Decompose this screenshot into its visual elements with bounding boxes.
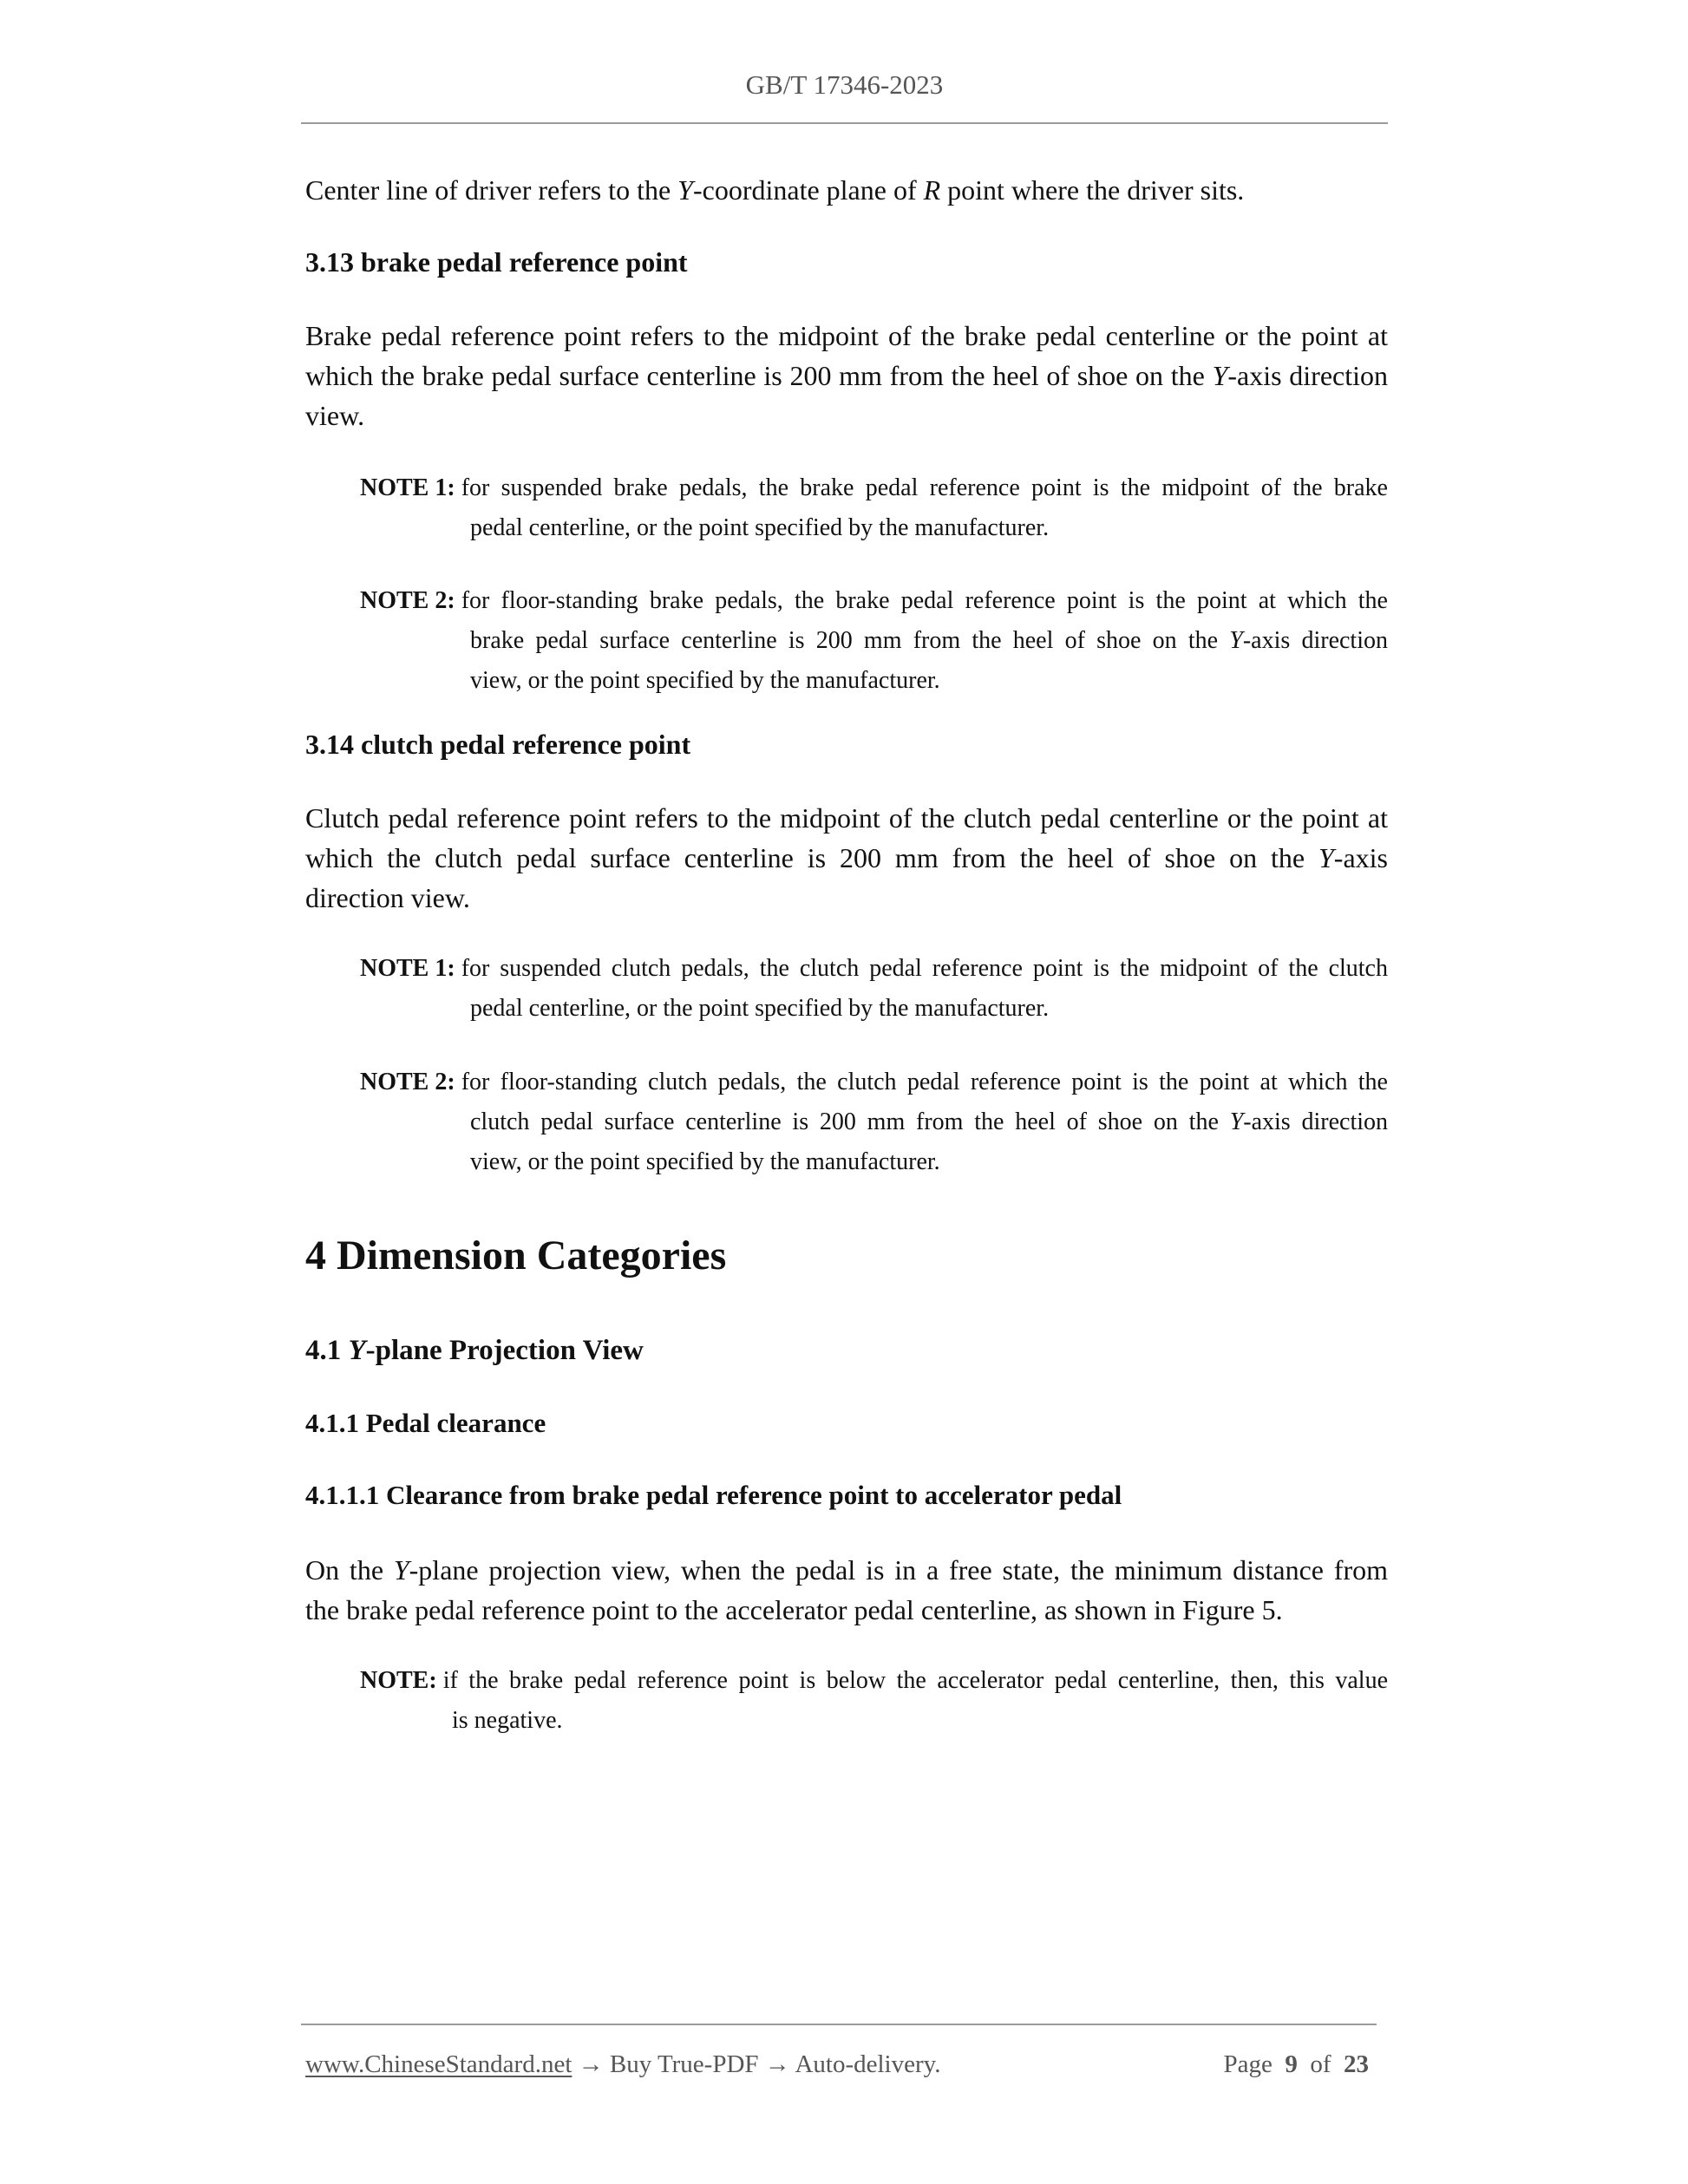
heading-3-13: 3.13 brake pedal reference point	[305, 246, 688, 278]
heading-3-14: 3.14 clutch pedal reference point	[305, 729, 691, 760]
intro-text-3: point where the driver sits.	[940, 174, 1245, 206]
intro-paragraph	[305, 170, 1388, 210]
note-label: NOTE 2:	[360, 587, 455, 614]
paragraph-line: Brake pedal reference point refers to the midpoint of the brake pedal centerline or the point at	[305, 320, 1388, 351]
website-link[interactable]: www.ChineseStandard.net	[305, 2050, 572, 2078]
note-1-brake: NOTE 1: for suspended brake pedals, the brake pedal reference point is the midpoint of the brake pedal centerline, or the point specified by the manufacturer.	[360, 468, 1388, 548]
note-label: NOTE 1:	[360, 955, 455, 982]
note-2-brake: NOTE 2: for floor-standing brake pedals, the brake pedal reference point is the point at which the brake pedal surface centerline is 200 mm from the heel of shoe on the Y-axis direction view, or the point specified by the manufacturer.	[360, 581, 1388, 701]
note-2-clutch: NOTE 2: for floor-standing clutch pedals, the clutch pedal reference point is the point at which the clutch pedal surface centerline is 200 mm from the heel of shoe on the Y-axis direction view, or the point specified by the manufacturer.	[360, 1063, 1388, 1182]
note-label: NOTE:	[360, 1667, 437, 1694]
auto-delivery-text: Auto-delivery.	[795, 2050, 941, 2078]
heading-4-1: 4.1 Y-plane Projection View	[305, 1335, 644, 1366]
page-indicator: Page 9 of 23	[1223, 2050, 1369, 2078]
heading-4-1-1-1: 4.1.1.1 Clearance from brake pedal reference point to accelerator pedal	[305, 1480, 1122, 1510]
note-1-clutch: NOTE 1: for suspended clutch pedals, the clutch pedal reference point is the midpoint of the clutch pedal centerline, or the point specified by the manufacturer.	[360, 949, 1388, 1029]
arrow-right-icon: →	[764, 2050, 790, 2078]
heading-4: 4 Dimension Categories	[305, 1233, 727, 1278]
note-label: NOTE 2:	[360, 1069, 455, 1095]
header-divider	[301, 122, 1388, 124]
intro-r-italic: R	[923, 174, 941, 206]
document-code-header: GB/T 17346-2023	[745, 69, 944, 100]
arrow-right-icon: →	[578, 2050, 604, 2078]
paragraph-3-14: Clutch pedal reference point refers to the midpoint of the clutch pedal centerline or the point at which the clutch pedal surface centerline is 200 mm from the heel of shoe on the Y-axis direction view.	[305, 802, 1388, 913]
paragraph-line: which the brake pedal surface centerline is 200 mm from the heel of shoe on the Y-axis direction	[305, 360, 1389, 391]
paragraph-3-13	[305, 316, 1388, 435]
note-4-1-1-1: NOTE: if the brake pedal reference point is below the accelerator pedal centerline, then, this value is negative.	[360, 1661, 1388, 1741]
paragraph-line: view.	[305, 400, 365, 431]
buy-pdf-text: Buy True-PDF	[609, 2050, 759, 2078]
intro-y-italic: Y	[677, 174, 693, 206]
heading-4-1-1: 4.1.1 Pedal clearance	[305, 1408, 546, 1438]
footer-promo	[305, 2047, 941, 2082]
footer-divider	[301, 2024, 1377, 2025]
current-page: 9	[1285, 2050, 1298, 2078]
note-label: NOTE 1:	[360, 474, 455, 501]
total-pages: 23	[1344, 2050, 1369, 2078]
intro-text-2: -coordinate plane of	[692, 174, 924, 206]
intro-text-1: Center line of driver refers to the	[305, 174, 678, 206]
paragraph-4-1-1-1: On the Y-plane projection view, when the pedal is in a free state, the minimum distance from the brake pedal reference point to the accelerator pedal centerline, as shown in Figure 5.	[305, 1554, 1389, 1625]
